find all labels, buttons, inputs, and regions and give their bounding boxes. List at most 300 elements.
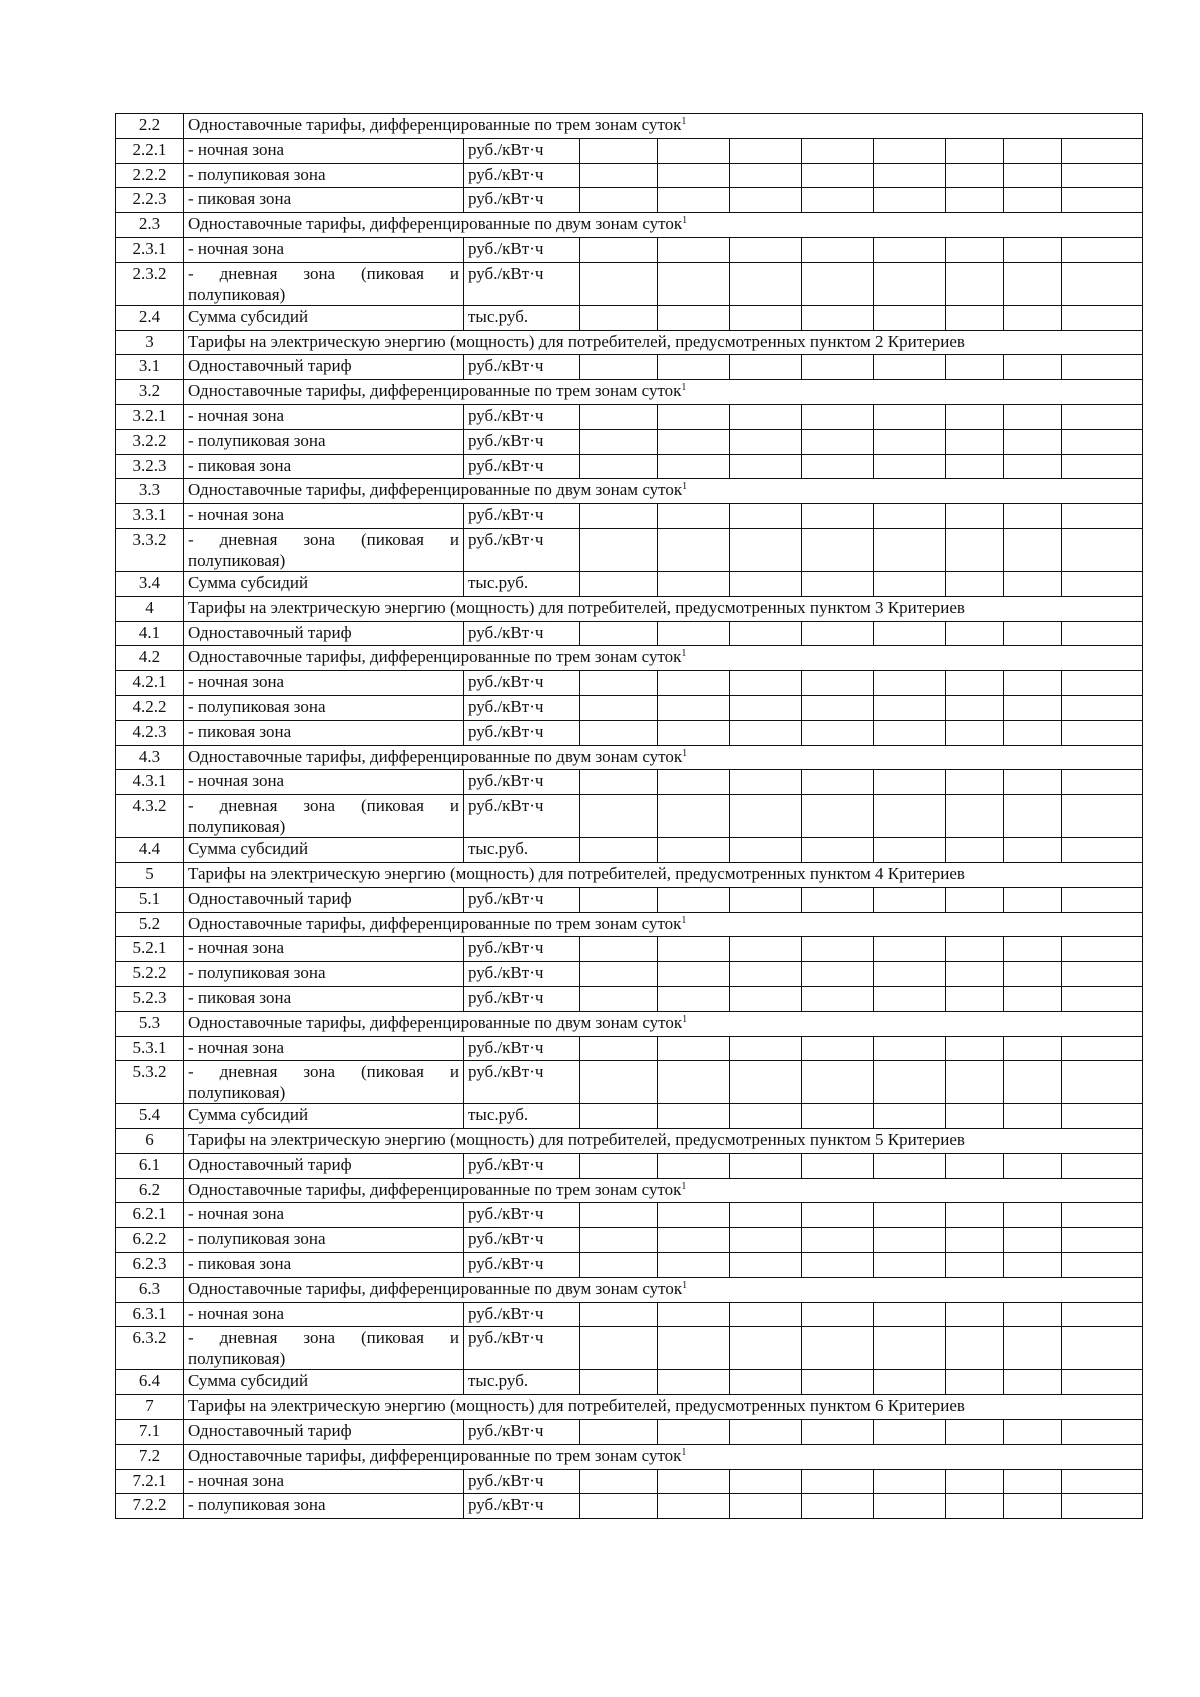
table-row xyxy=(116,986,1143,1011)
row-number: 6.3.2 xyxy=(116,1327,184,1370)
group-heading xyxy=(184,745,1143,770)
table-row xyxy=(116,429,1143,454)
value-cell xyxy=(946,838,1004,863)
value-cell xyxy=(946,1327,1004,1370)
value-cell xyxy=(658,1420,730,1445)
value-cell xyxy=(946,1420,1004,1445)
value-cell xyxy=(1062,937,1143,962)
value-cell xyxy=(658,504,730,529)
heading-text: Одноставочные тарифы, дифференцированные по трем зонам суток xyxy=(188,1179,682,1199)
row-number: 3.4 xyxy=(116,571,184,596)
value-cell xyxy=(730,720,802,745)
value-cell xyxy=(580,1061,658,1104)
value-cell xyxy=(1062,262,1143,305)
table-row xyxy=(116,1277,1143,1302)
value-cell xyxy=(658,571,730,596)
value-cell xyxy=(1004,1253,1062,1278)
group-heading xyxy=(184,1444,1143,1469)
value-cell xyxy=(874,429,946,454)
row-label: - полупиковая зона xyxy=(184,695,464,720)
value-cell xyxy=(658,237,730,262)
table-row xyxy=(116,1129,1143,1154)
value-cell xyxy=(874,1203,946,1228)
row-unit: руб./кВт·ч xyxy=(464,1420,580,1445)
group-heading xyxy=(184,1178,1143,1203)
table-row xyxy=(116,646,1143,671)
footnote-marker: 1 xyxy=(681,914,687,926)
value-cell xyxy=(802,1061,874,1104)
table-row xyxy=(116,1104,1143,1129)
value-cell xyxy=(802,720,874,745)
heading-text: Тарифы на электрическую энергию (мощность) для потребителей, предусмотренных пунктом 5 Критериев xyxy=(188,1130,965,1150)
value-cell xyxy=(874,795,946,838)
table-row xyxy=(116,1178,1143,1203)
row-label-line-2: полупиковая) xyxy=(188,817,286,837)
row-unit: руб./кВт·ч xyxy=(464,355,580,380)
value-cell xyxy=(580,1420,658,1445)
table-row xyxy=(116,1370,1143,1395)
value-cell xyxy=(874,1228,946,1253)
value-cell xyxy=(802,262,874,305)
value-cell xyxy=(946,795,1004,838)
value-cell xyxy=(658,1203,730,1228)
value-cell xyxy=(802,1253,874,1278)
value-cell xyxy=(946,355,1004,380)
table-row xyxy=(116,745,1143,770)
value-cell xyxy=(1004,1327,1062,1370)
value-cell xyxy=(874,986,946,1011)
value-cell xyxy=(874,163,946,188)
table-row xyxy=(116,1061,1143,1104)
value-cell xyxy=(658,621,730,646)
value-cell xyxy=(946,1036,1004,1061)
value-cell xyxy=(802,305,874,330)
value-cell xyxy=(874,1253,946,1278)
heading-text: Одноставочные тарифы, дифференцированные по трем зонам суток xyxy=(188,647,682,667)
table-row xyxy=(116,262,1143,305)
value-cell xyxy=(1004,504,1062,529)
value-cell xyxy=(874,1061,946,1104)
row-unit: руб./кВт·ч xyxy=(464,454,580,479)
value-cell xyxy=(946,1153,1004,1178)
group-heading xyxy=(184,912,1143,937)
value-cell xyxy=(1004,1036,1062,1061)
value-cell xyxy=(580,795,658,838)
row-unit: руб./кВт·ч xyxy=(464,770,580,795)
value-cell xyxy=(658,838,730,863)
row-label: Одноставочный тариф xyxy=(184,621,464,646)
row-unit: руб./кВт·ч xyxy=(464,1494,580,1519)
table-row xyxy=(116,887,1143,912)
value-cell xyxy=(874,621,946,646)
value-cell xyxy=(802,1302,874,1327)
row-number: 5 xyxy=(116,862,184,887)
value-cell xyxy=(1004,695,1062,720)
value-cell xyxy=(658,429,730,454)
value-cell xyxy=(1062,986,1143,1011)
value-cell xyxy=(946,237,1004,262)
value-cell xyxy=(658,1327,730,1370)
value-cell xyxy=(802,429,874,454)
value-cell xyxy=(802,404,874,429)
value-cell xyxy=(730,163,802,188)
section-heading xyxy=(184,330,1143,355)
value-cell xyxy=(1004,1420,1062,1445)
value-cell xyxy=(730,504,802,529)
table-row xyxy=(116,213,1143,238)
value-cell xyxy=(658,671,730,696)
value-cell xyxy=(946,163,1004,188)
value-cell xyxy=(874,1469,946,1494)
value-cell xyxy=(802,795,874,838)
value-cell xyxy=(730,1327,802,1370)
row-number: 6.2 xyxy=(116,1178,184,1203)
row-label: - ночная зона xyxy=(184,671,464,696)
row-label: - полупиковая зона xyxy=(184,429,464,454)
value-cell xyxy=(946,1370,1004,1395)
value-cell xyxy=(946,305,1004,330)
value-cell xyxy=(802,695,874,720)
value-cell xyxy=(802,770,874,795)
table-row xyxy=(116,114,1143,139)
row-unit: руб./кВт·ч xyxy=(464,163,580,188)
value-cell xyxy=(730,429,802,454)
value-cell xyxy=(802,355,874,380)
value-cell xyxy=(1062,138,1143,163)
value-cell xyxy=(874,1370,946,1395)
row-number: 4.4 xyxy=(116,838,184,863)
value-cell xyxy=(802,1469,874,1494)
value-cell xyxy=(1062,1228,1143,1253)
value-cell xyxy=(1004,1203,1062,1228)
value-cell xyxy=(730,962,802,987)
value-cell xyxy=(1004,671,1062,696)
row-label-line-2: полупиковая) xyxy=(188,1083,286,1103)
row-unit: руб./кВт·ч xyxy=(464,671,580,696)
value-cell xyxy=(802,571,874,596)
value-cell xyxy=(730,237,802,262)
row-unit: руб./кВт·ч xyxy=(464,1302,580,1327)
value-cell xyxy=(802,504,874,529)
value-cell xyxy=(1062,237,1143,262)
value-cell xyxy=(1062,795,1143,838)
value-cell xyxy=(580,887,658,912)
group-heading xyxy=(184,646,1143,671)
value-cell xyxy=(1004,887,1062,912)
heading-text: Одноставочные тарифы, дифференцированные по трем зонам суток xyxy=(188,381,682,401)
value-cell xyxy=(730,188,802,213)
row-unit: руб./кВт·ч xyxy=(464,962,580,987)
heading-text: Одноставочные тарифы, дифференцированные по трем зонам суток xyxy=(188,913,682,933)
value-cell xyxy=(802,1153,874,1178)
table-row xyxy=(116,404,1143,429)
row-number: 4.2.1 xyxy=(116,671,184,696)
table-row xyxy=(116,479,1143,504)
value-cell xyxy=(580,1153,658,1178)
row-number: 3.3.2 xyxy=(116,528,184,571)
row-label-line-2: полупиковая) xyxy=(188,284,286,304)
value-cell xyxy=(802,887,874,912)
footnote-marker: 1 xyxy=(682,1013,688,1025)
value-cell xyxy=(658,1302,730,1327)
row-number: 7.1 xyxy=(116,1420,184,1445)
value-cell xyxy=(946,937,1004,962)
value-cell xyxy=(580,138,658,163)
row-number: 5.2 xyxy=(116,912,184,937)
value-cell xyxy=(802,1203,874,1228)
row-number: 2.2.3 xyxy=(116,188,184,213)
table-row xyxy=(116,188,1143,213)
value-cell xyxy=(730,1228,802,1253)
value-cell xyxy=(874,962,946,987)
value-cell xyxy=(658,188,730,213)
value-cell xyxy=(1004,795,1062,838)
table-row xyxy=(116,380,1143,405)
row-label xyxy=(184,1061,464,1104)
value-cell xyxy=(1062,695,1143,720)
value-cell xyxy=(874,504,946,529)
table-row xyxy=(116,795,1143,838)
footnote-marker: 1 xyxy=(681,648,687,660)
row-unit: руб./кВт·ч xyxy=(464,404,580,429)
value-cell xyxy=(658,138,730,163)
value-cell xyxy=(946,1061,1004,1104)
value-cell xyxy=(946,262,1004,305)
row-label xyxy=(184,262,464,305)
value-cell xyxy=(580,188,658,213)
value-cell xyxy=(874,404,946,429)
row-number: 3 xyxy=(116,330,184,355)
row-unit: руб./кВт·ч xyxy=(464,1327,580,1370)
row-number: 7.2.1 xyxy=(116,1469,184,1494)
table-row xyxy=(116,571,1143,596)
heading-text: Тарифы на электрическую энергию (мощность) для потребителей, предусмотренных пунктом 4 Критериев xyxy=(188,863,965,883)
row-number: 3.3 xyxy=(116,479,184,504)
value-cell xyxy=(1062,1469,1143,1494)
table-row xyxy=(116,330,1143,355)
value-cell xyxy=(1062,404,1143,429)
value-cell xyxy=(946,138,1004,163)
table-row xyxy=(116,912,1143,937)
row-label-line-2: полупиковая) xyxy=(188,550,286,570)
footnote-marker: 1 xyxy=(682,481,688,493)
row-number: 2.2.1 xyxy=(116,138,184,163)
row-number: 3.2.3 xyxy=(116,454,184,479)
value-cell xyxy=(802,1494,874,1519)
row-unit: руб./кВт·ч xyxy=(464,1203,580,1228)
row-unit: тыс.руб. xyxy=(464,1104,580,1129)
value-cell xyxy=(658,1228,730,1253)
footnote-marker: 1 xyxy=(681,116,687,127)
value-cell xyxy=(730,986,802,1011)
value-cell xyxy=(580,528,658,571)
value-cell xyxy=(1062,1153,1143,1178)
value-cell xyxy=(658,163,730,188)
value-cell xyxy=(874,262,946,305)
row-label: - пиковая зона xyxy=(184,720,464,745)
value-cell xyxy=(580,1494,658,1519)
row-label: Сумма субсидий xyxy=(184,838,464,863)
value-cell xyxy=(730,1104,802,1129)
row-number: 5.2.2 xyxy=(116,962,184,987)
value-cell xyxy=(1062,720,1143,745)
row-number: 4.3 xyxy=(116,745,184,770)
value-cell xyxy=(730,1153,802,1178)
row-label: Сумма субсидий xyxy=(184,571,464,596)
row-label-line-2: полупиковая) xyxy=(188,1349,286,1369)
row-label: Одноставочный тариф xyxy=(184,355,464,380)
section-heading xyxy=(184,1395,1143,1420)
row-number: 6.1 xyxy=(116,1153,184,1178)
table-row xyxy=(116,1228,1143,1253)
heading-text: Одноставочные тарифы, дифференцированные по двум зонам суток xyxy=(188,1012,683,1032)
value-cell xyxy=(1062,1253,1143,1278)
value-cell xyxy=(1062,671,1143,696)
value-cell xyxy=(730,571,802,596)
row-unit: тыс.руб. xyxy=(464,1370,580,1395)
row-number: 6.2.2 xyxy=(116,1228,184,1253)
value-cell xyxy=(874,188,946,213)
value-cell xyxy=(802,528,874,571)
row-unit: руб./кВт·ч xyxy=(464,1253,580,1278)
value-cell xyxy=(874,838,946,863)
value-cell xyxy=(658,795,730,838)
value-cell xyxy=(580,1104,658,1129)
value-cell xyxy=(874,454,946,479)
row-label xyxy=(184,1327,464,1370)
value-cell xyxy=(658,720,730,745)
value-cell xyxy=(580,770,658,795)
value-cell xyxy=(874,887,946,912)
row-number: 6.2.3 xyxy=(116,1253,184,1278)
value-cell xyxy=(802,1036,874,1061)
value-cell xyxy=(1004,404,1062,429)
heading-text: Одноставочные тарифы, дифференцированные по трем зонам суток xyxy=(188,115,682,134)
table-row xyxy=(116,1444,1143,1469)
row-unit: руб./кВт·ч xyxy=(464,237,580,262)
group-heading xyxy=(184,213,1143,238)
value-cell xyxy=(874,1327,946,1370)
value-cell xyxy=(946,1494,1004,1519)
heading-text: Тарифы на электрическую энергию (мощность) для потребителей, предусмотренных пунктом 6 Критериев xyxy=(188,1396,965,1416)
value-cell xyxy=(802,454,874,479)
row-number: 4.3.2 xyxy=(116,795,184,838)
table-row xyxy=(116,1036,1143,1061)
row-label: Одноставочный тариф xyxy=(184,1153,464,1178)
row-number: 6.3 xyxy=(116,1277,184,1302)
row-label: - ночная зона xyxy=(184,1302,464,1327)
row-number: 3.2 xyxy=(116,380,184,405)
value-cell xyxy=(580,163,658,188)
table-row xyxy=(116,355,1143,380)
row-label: - ночная зона xyxy=(184,1036,464,1061)
value-cell xyxy=(658,1469,730,1494)
value-cell xyxy=(1004,770,1062,795)
table-row xyxy=(116,770,1143,795)
value-cell xyxy=(730,1494,802,1519)
value-cell xyxy=(730,1420,802,1445)
value-cell xyxy=(874,1036,946,1061)
row-unit: руб./кВт·ч xyxy=(464,695,580,720)
value-cell xyxy=(1004,937,1062,962)
value-cell xyxy=(1004,1370,1062,1395)
row-label: Одноставочный тариф xyxy=(184,887,464,912)
row-unit: руб./кВт·ч xyxy=(464,795,580,838)
row-unit: руб./кВт·ч xyxy=(464,262,580,305)
value-cell xyxy=(1062,1370,1143,1395)
value-cell xyxy=(580,454,658,479)
row-label: - ночная зона xyxy=(184,770,464,795)
value-cell xyxy=(730,1469,802,1494)
footnote-marker: 1 xyxy=(681,1446,687,1458)
value-cell xyxy=(730,887,802,912)
value-cell xyxy=(946,1469,1004,1494)
value-cell xyxy=(730,404,802,429)
row-number: 2.3.2 xyxy=(116,262,184,305)
table-row xyxy=(116,1469,1143,1494)
table-row xyxy=(116,138,1143,163)
value-cell xyxy=(946,1253,1004,1278)
table-row xyxy=(116,237,1143,262)
row-label: Сумма субсидий xyxy=(184,1370,464,1395)
group-heading xyxy=(184,1277,1143,1302)
table-row xyxy=(116,504,1143,529)
row-number: 6.4 xyxy=(116,1370,184,1395)
value-cell xyxy=(580,504,658,529)
value-cell xyxy=(874,695,946,720)
value-cell xyxy=(802,1327,874,1370)
footnote-marker: 1 xyxy=(682,747,688,759)
row-number: 7.2.2 xyxy=(116,1494,184,1519)
row-number: 2.2.2 xyxy=(116,163,184,188)
value-cell xyxy=(802,671,874,696)
group-heading xyxy=(184,380,1143,405)
heading-text: Одноставочные тарифы, дифференцированные по двум зонам суток xyxy=(188,214,683,234)
value-cell xyxy=(580,237,658,262)
table-row xyxy=(116,1011,1143,1036)
value-cell xyxy=(1062,621,1143,646)
value-cell xyxy=(580,1036,658,1061)
value-cell xyxy=(802,163,874,188)
value-cell xyxy=(658,528,730,571)
row-number: 4.2.3 xyxy=(116,720,184,745)
row-unit: тыс.руб. xyxy=(464,571,580,596)
value-cell xyxy=(1004,1494,1062,1519)
group-heading xyxy=(184,114,1143,139)
value-cell xyxy=(1062,1420,1143,1445)
row-unit: руб./кВт·ч xyxy=(464,1061,580,1104)
value-cell xyxy=(946,188,1004,213)
value-cell xyxy=(730,838,802,863)
row-number: 2.4 xyxy=(116,305,184,330)
value-cell xyxy=(580,838,658,863)
value-cell xyxy=(1062,1061,1143,1104)
value-cell xyxy=(1004,986,1062,1011)
table-row xyxy=(116,937,1143,962)
row-label: - ночная зона xyxy=(184,404,464,429)
value-cell xyxy=(874,1302,946,1327)
footnote-marker: 1 xyxy=(681,382,687,394)
row-unit: руб./кВт·ч xyxy=(464,138,580,163)
value-cell xyxy=(580,1469,658,1494)
table-row xyxy=(116,305,1143,330)
table-row xyxy=(116,1494,1143,1519)
row-label: - ночная зона xyxy=(184,1203,464,1228)
row-unit: тыс.руб. xyxy=(464,838,580,863)
value-cell xyxy=(580,355,658,380)
value-cell xyxy=(802,1104,874,1129)
value-cell xyxy=(802,621,874,646)
